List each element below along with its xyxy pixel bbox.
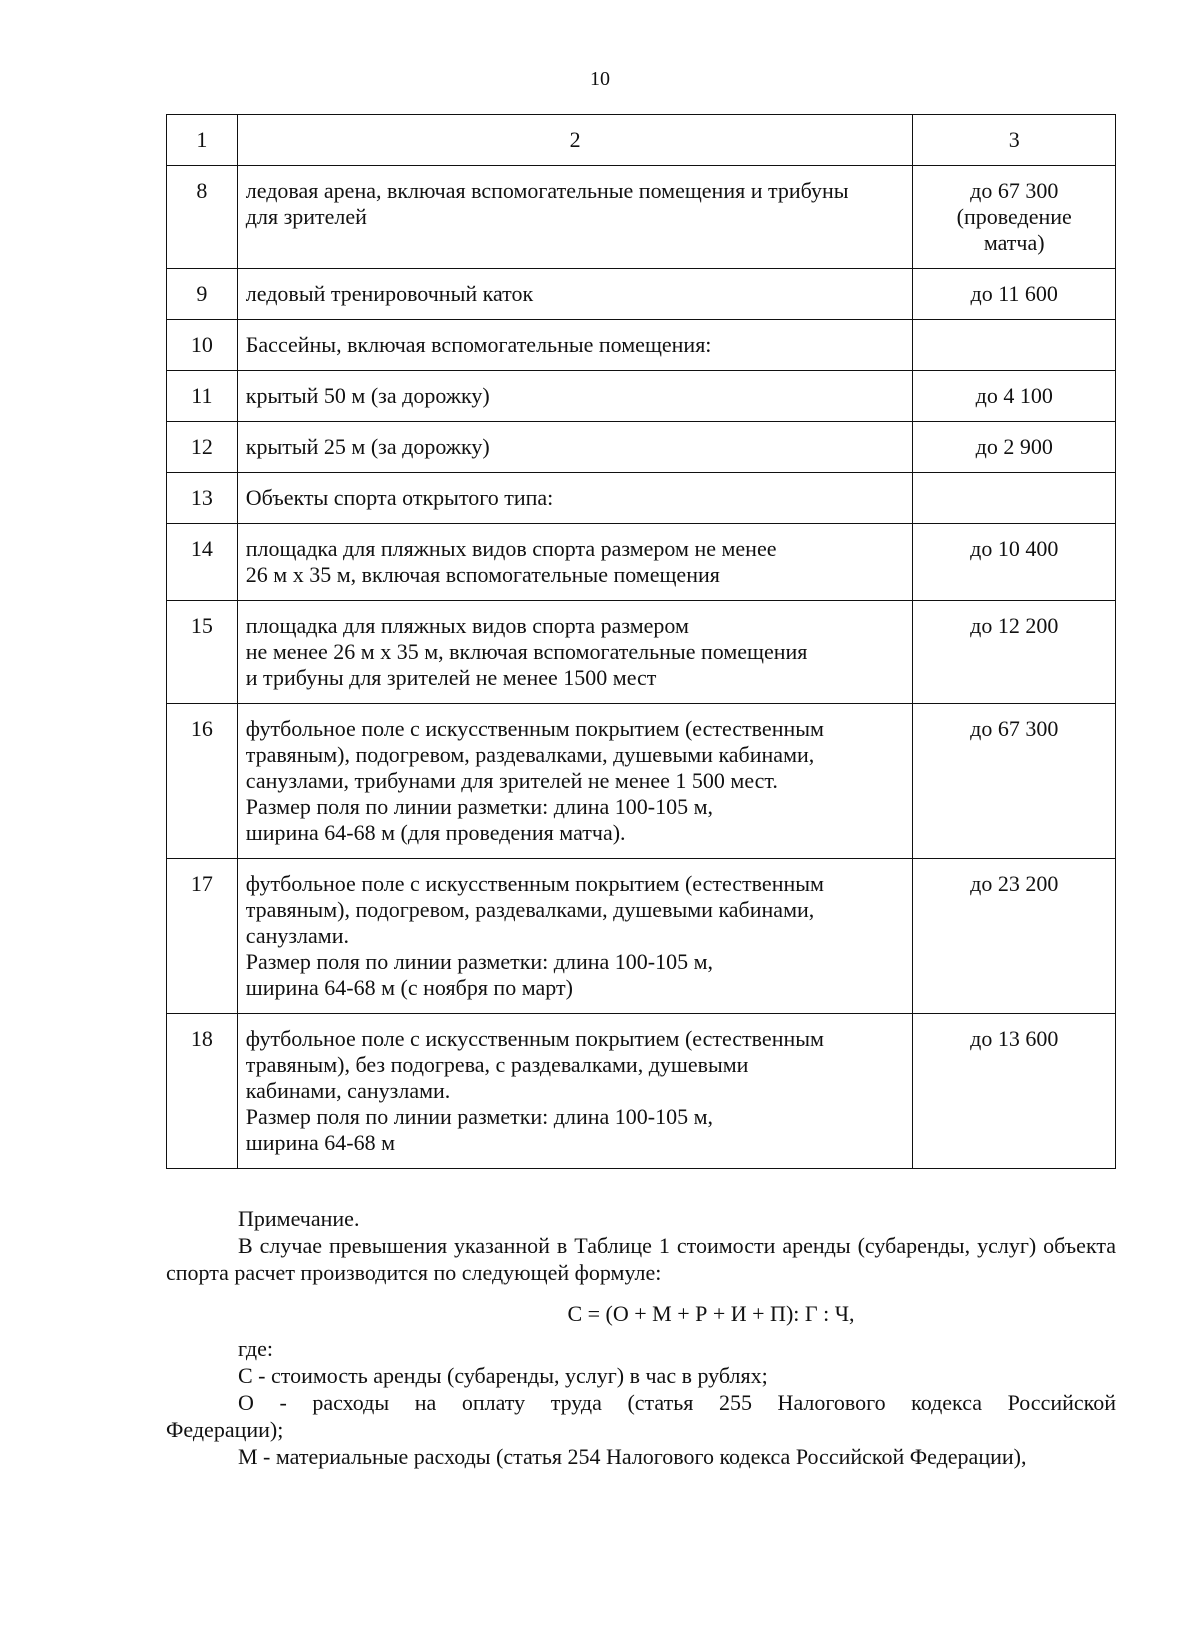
row-number [167,371,238,422]
row-price-value-text: до 23 200 [970,871,1059,896]
row-price-value [913,320,1116,371]
definition-o-line2: Федерации); [166,1417,284,1442]
definition-m: М - материальные расходы (статья 254 Налогового кодекса Российской Федерации), [238,1444,1027,1469]
page-number: 10 [590,68,610,90]
table-row [167,859,1116,1014]
row-facility-name-text: крытый 50 м (за дорожку) [245,383,490,408]
note-intro: В случае превышения указанной в Таблице 1 стоимости аренды (субаренды, услуг) объекта спорта расчет производится по следующей формуле: [166,1233,1116,1285]
row-facility-name [237,601,913,704]
row-facility-name [237,704,913,859]
row-price-value [913,166,1116,269]
row-facility-name [237,859,913,1014]
row-number-text: 13 [190,485,213,510]
row-price-value [913,859,1116,1014]
row-number [167,704,238,859]
row-facility-name [237,422,913,473]
row-facility-name-text: ледовый тренировочный каток [245,281,534,306]
row-number [167,601,238,704]
row-facility-name-text: футбольное поле с искусственным покрытием (естественным травяным), подогревом, раздевалками, душевыми кабинами, санузлами. Размер поля по линии разметки: длина 100-105 м, ширина 64-68 м (с ноября по март) [245,871,824,1000]
row-number [167,320,238,371]
row-facility-name [237,166,913,269]
row-price-value-text: до 13 600 [970,1026,1059,1051]
row-price-value-text: до 10 400 [970,536,1059,561]
table-row [167,422,1116,473]
table-row [167,1014,1116,1169]
row-number-text: 11 [191,383,213,408]
row-price-value [913,1014,1116,1169]
row-facility-name [237,473,913,524]
row-price-value-text: до 11 600 [970,281,1058,306]
row-price-value [913,601,1116,704]
formula: С = (О + М + Р + И + П): Г : Ч, [567,1301,855,1326]
row-number [167,1014,238,1169]
row-price-value-text: до 2 900 [975,434,1053,459]
row-number-text: 8 [196,178,208,203]
row-facility-name-text: площадка для пляжных видов спорта размером не менее 26 м х 35 м, включая вспомогательные помещения и трибуны для зрителей не менее 1500 мест [245,613,808,690]
row-facility-name-text: футбольное поле с искусственным покрытием (естественным травяным), подогревом, раздевалками, душевыми кабинами, санузлами, трибунами для зрителей не менее 1 500 мест. Размер поля по линии разметки: длина 100-105 м, ширина 64-68 м (для проведения матча). [245,716,824,845]
definition-o-line1: О - расходы на оплату труда (статья 255 Налогового кодекса Российской [238,1390,1116,1415]
table-row [167,704,1116,859]
row-number [167,269,238,320]
rent-price-table [166,114,1116,1169]
table-row [167,524,1116,601]
definition-c: С - стоимость аренды (субаренды, услуг) в час в рублях; [238,1363,768,1388]
formula-where: где: [238,1336,273,1361]
row-facility-name [237,320,913,371]
row-price-value-text: до 67 300 (проведение матча) [956,178,1072,255]
row-facility-name-text: футбольное поле с искусственным покрытием (естественным травяным), без подогрева, с раздевалками, душевыми кабинами, санузлами. Размер поля по линии разметки: длина 100-105 м, ширина 64-68 м [245,1026,824,1155]
header-col-3: 3 [913,115,1116,166]
row-number-text: 16 [190,716,213,741]
row-price-value [913,704,1116,859]
row-number [167,166,238,269]
row-number-text: 18 [190,1026,213,1051]
table-row [167,473,1116,524]
row-number-text: 10 [190,332,213,357]
row-number-text: 14 [190,536,213,561]
row-number-text: 15 [190,613,213,638]
row-number-text: 17 [190,871,213,896]
row-facility-name-text: Объекты спорта открытого типа: [245,485,554,510]
row-facility-name-text: ледовая арена, включая вспомогательные помещения и трибуны для зрителей [245,178,849,229]
table-row [167,269,1116,320]
header-col-2: 2 [237,115,913,166]
row-price-value-text: до 67 300 [970,716,1059,741]
row-facility-name [237,371,913,422]
row-facility-name [237,524,913,601]
header-col-1: 1 [167,115,238,166]
row-facility-name-text: крытый 25 м (за дорожку) [245,434,490,459]
table-header-row [167,115,1116,166]
row-price-value-text: до 4 100 [975,383,1053,408]
row-facility-name-text: площадка для пляжных видов спорта размером не менее 26 м х 35 м, включая вспомогательные помещения [245,536,777,587]
row-price-value [913,473,1116,524]
row-price-value [913,422,1116,473]
row-facility-name-text: Бассейны, включая вспомогательные помещения: [245,332,712,357]
row-price-value-text: до 12 200 [970,613,1059,638]
row-number [167,473,238,524]
row-price-value [913,524,1116,601]
row-number [167,524,238,601]
row-number-text: 9 [196,281,208,306]
table-row [167,601,1116,704]
row-price-value [913,371,1116,422]
table-row [167,320,1116,371]
row-number [167,859,238,1014]
row-facility-name [237,269,913,320]
note-heading: Примечание. [238,1206,360,1231]
table-row [167,371,1116,422]
row-number [167,422,238,473]
note-section [166,1205,1116,1470]
table-row [167,166,1116,269]
row-price-value [913,269,1116,320]
row-number-text: 12 [190,434,213,459]
row-facility-name [237,1014,913,1169]
